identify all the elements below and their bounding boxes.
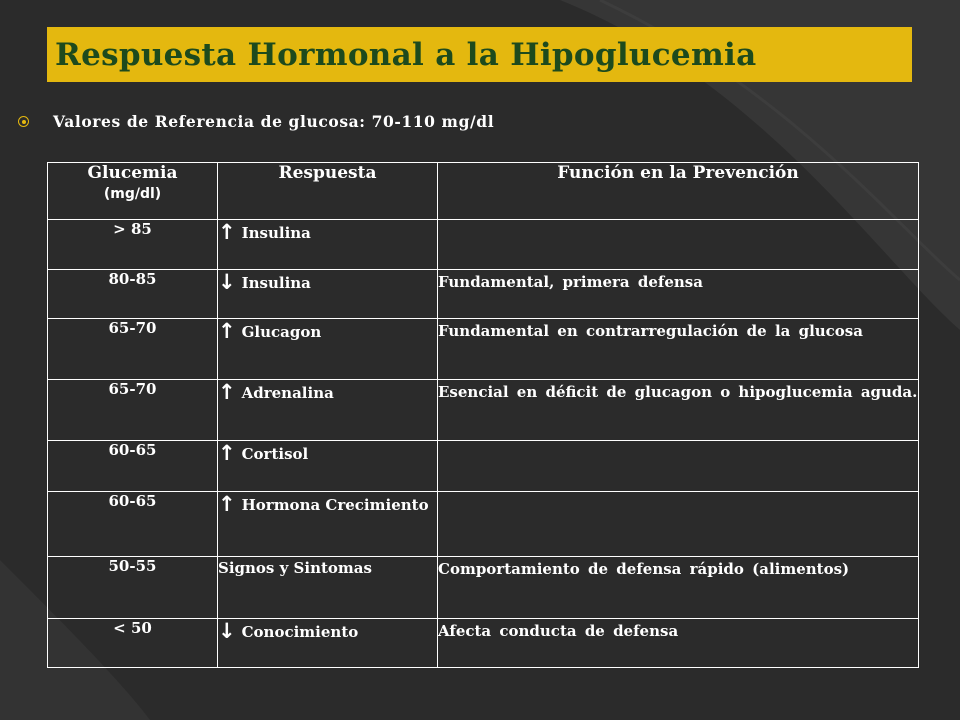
header-glucemia-unit: (mg/dl) [103,186,162,202]
header-glucemia [48,163,218,220]
table-row [48,319,919,380]
funcion-cell: Fundamental, primera defensa [438,270,919,319]
header-respuesta: Respuesta [218,163,438,220]
table-row [48,492,919,557]
respuesta-label: Conocimiento [241,623,359,641]
table-row [48,441,919,492]
header-glucemia-label: Glucemia [87,163,178,183]
glucemia-cell: 60-65 [48,492,218,557]
respuesta-label: Signos y Sintomas [218,559,372,577]
respuesta-cell [218,492,438,557]
table-row [48,270,919,319]
table-row [48,557,919,619]
table-row [48,220,919,270]
arrow-up-icon: ↑ [218,441,236,465]
funcion-cell: Esencial en déficit de glucagon o hipoglucemia aguda. [438,380,919,441]
arrow-up-icon: ↑ [218,220,236,244]
glucemia-cell: > 85 [48,220,218,270]
header-funcion: Función en la Prevención [438,163,919,220]
respuesta-label: Adrenalina [241,384,334,402]
arrow-up-icon: ↑ [218,492,236,516]
title-bar [47,27,912,82]
glucemia-cell: 50-55 [48,557,218,619]
respuesta-cell [218,619,438,668]
funcion-cell [438,441,919,492]
table-row [48,380,919,441]
respuesta-cell [218,441,438,492]
respuesta-cell [218,380,438,441]
respuesta-cell [218,220,438,270]
funcion-cell [438,220,919,270]
hormonal-response-table [47,162,919,668]
respuesta-label: Glucagon [241,323,322,341]
arrow-down-icon: ↓ [218,270,236,294]
glucemia-cell: 80-85 [48,270,218,319]
respuesta-cell [218,557,438,619]
funcion-cell [438,492,919,557]
funcion-cell: Afecta conducta de defensa [438,619,919,668]
bullet-icon [18,116,29,127]
arrow-up-icon: ↑ [218,380,236,404]
slide-title: Respuesta Hormonal a la Hipoglucemia [55,36,757,73]
glucemia-cell: 65-70 [48,319,218,380]
table-header-row [48,163,919,220]
subtitle-row [18,112,494,131]
arrow-up-icon: ↑ [218,319,236,343]
respuesta-cell [218,270,438,319]
funcion-cell: Fundamental en contrarregulación de la glucosa [438,319,919,380]
table-row [48,619,919,668]
respuesta-cell [218,319,438,380]
respuesta-label: Insulina [241,224,311,242]
glucemia-cell: < 50 [48,619,218,668]
glucemia-cell: 60-65 [48,441,218,492]
respuesta-label: Hormona Crecimiento [241,496,429,514]
arrow-down-icon: ↓ [218,619,236,643]
subtitle-text: Valores de Referencia de glucosa: 70-110 mg/dl [53,112,495,131]
glucemia-cell: 65-70 [48,380,218,441]
respuesta-label: Insulina [241,274,311,292]
funcion-cell: Comportamiento de defensa rápido (alimentos) [438,557,919,619]
respuesta-label: Cortisol [241,445,309,463]
